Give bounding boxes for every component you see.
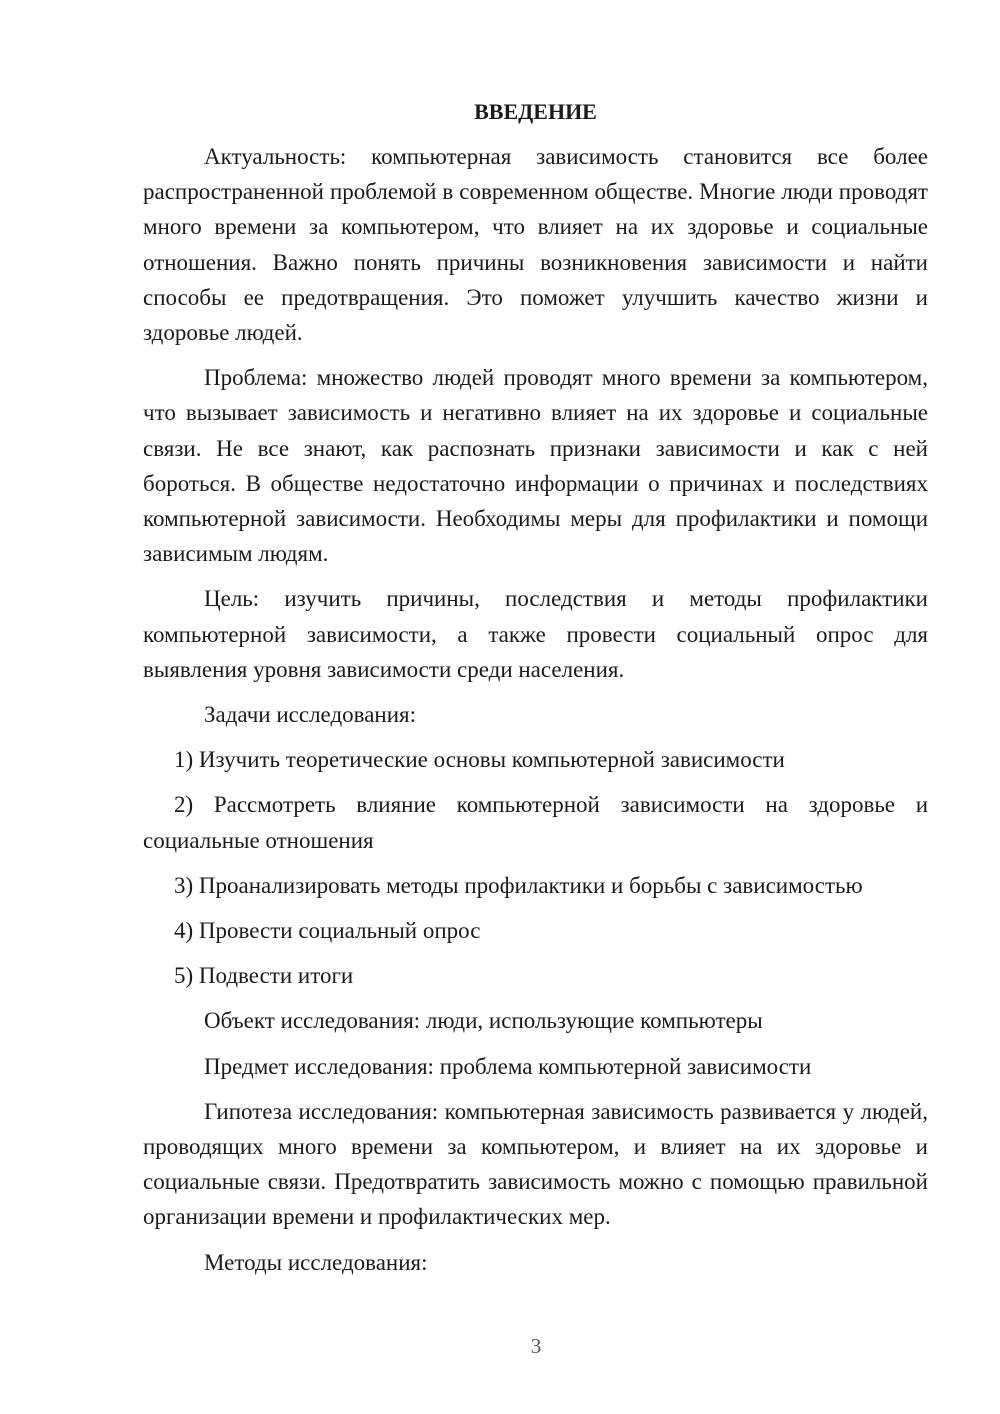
list-item: 3) Проанализировать методы профилактики и борьбы с зависимостью xyxy=(174,872,863,898)
problem-paragraph: Проблема: множество людей проводят много времени за компьютером, что вызывает зависимость и негативно влияет на их здоровье и социальные связи. Не все знают, как распознать признаки зависимости и как с ней бороться. В обществе недостаточно информации о причинах и последствиях компьютерной зависимости. Необходимы меры для профилактики и помощи зависимым людям. xyxy=(143,365,928,567)
list-item: 2) Рассмотреть влияние компьютерной зависимости на здоровье и социальные отношения xyxy=(143,792,928,853)
tasks-list xyxy=(143,742,928,993)
methods-heading: Методы исследования: xyxy=(204,1249,428,1275)
subject-paragraph: Предмет исследования: проблема компьютерной зависимости xyxy=(204,1053,812,1079)
tasks-heading: Задачи исследования: xyxy=(204,702,417,728)
list-item: 1) Изучить теоретические основы компьютерной зависимости xyxy=(174,747,785,773)
section-heading: ВВЕДЕНИЕ xyxy=(474,99,597,124)
hypothesis-paragraph: Гипотеза исследования: компьютерная зависимость развивается у людей, проводящих много времени за компьютером, и влияет на их здоровье и социальные связи. Предотвратить зависимость можно с помощью правильной организации времени и профилактических мер. xyxy=(143,1098,928,1230)
relevance-paragraph: Актуальность: компьютерная зависимость становится все более распространенной проблемой в современном обществе. Многие люди проводят много времени за компьютером, что влияет на их здоровье и социальные отношения. Важно понять причины возникновения зависимости и найти способы ее предотвращения. Это поможет улучшить качество жизни и здоровье людей. xyxy=(143,144,928,346)
list-item: 5) Подвести итоги xyxy=(174,963,354,989)
page-number: 3 xyxy=(530,1334,542,1358)
object-paragraph: Объект исследования: люди, использующие компьютеры xyxy=(204,1008,763,1034)
goal-paragraph: Цель: изучить причины, последствия и методы профилактики компьютерной зависимости, а также провести социальный опрос для выявления уровня зависимости среди населения. xyxy=(143,586,928,682)
list-item: 4) Провести социальный опрос xyxy=(174,918,481,944)
page-body xyxy=(143,94,928,1290)
